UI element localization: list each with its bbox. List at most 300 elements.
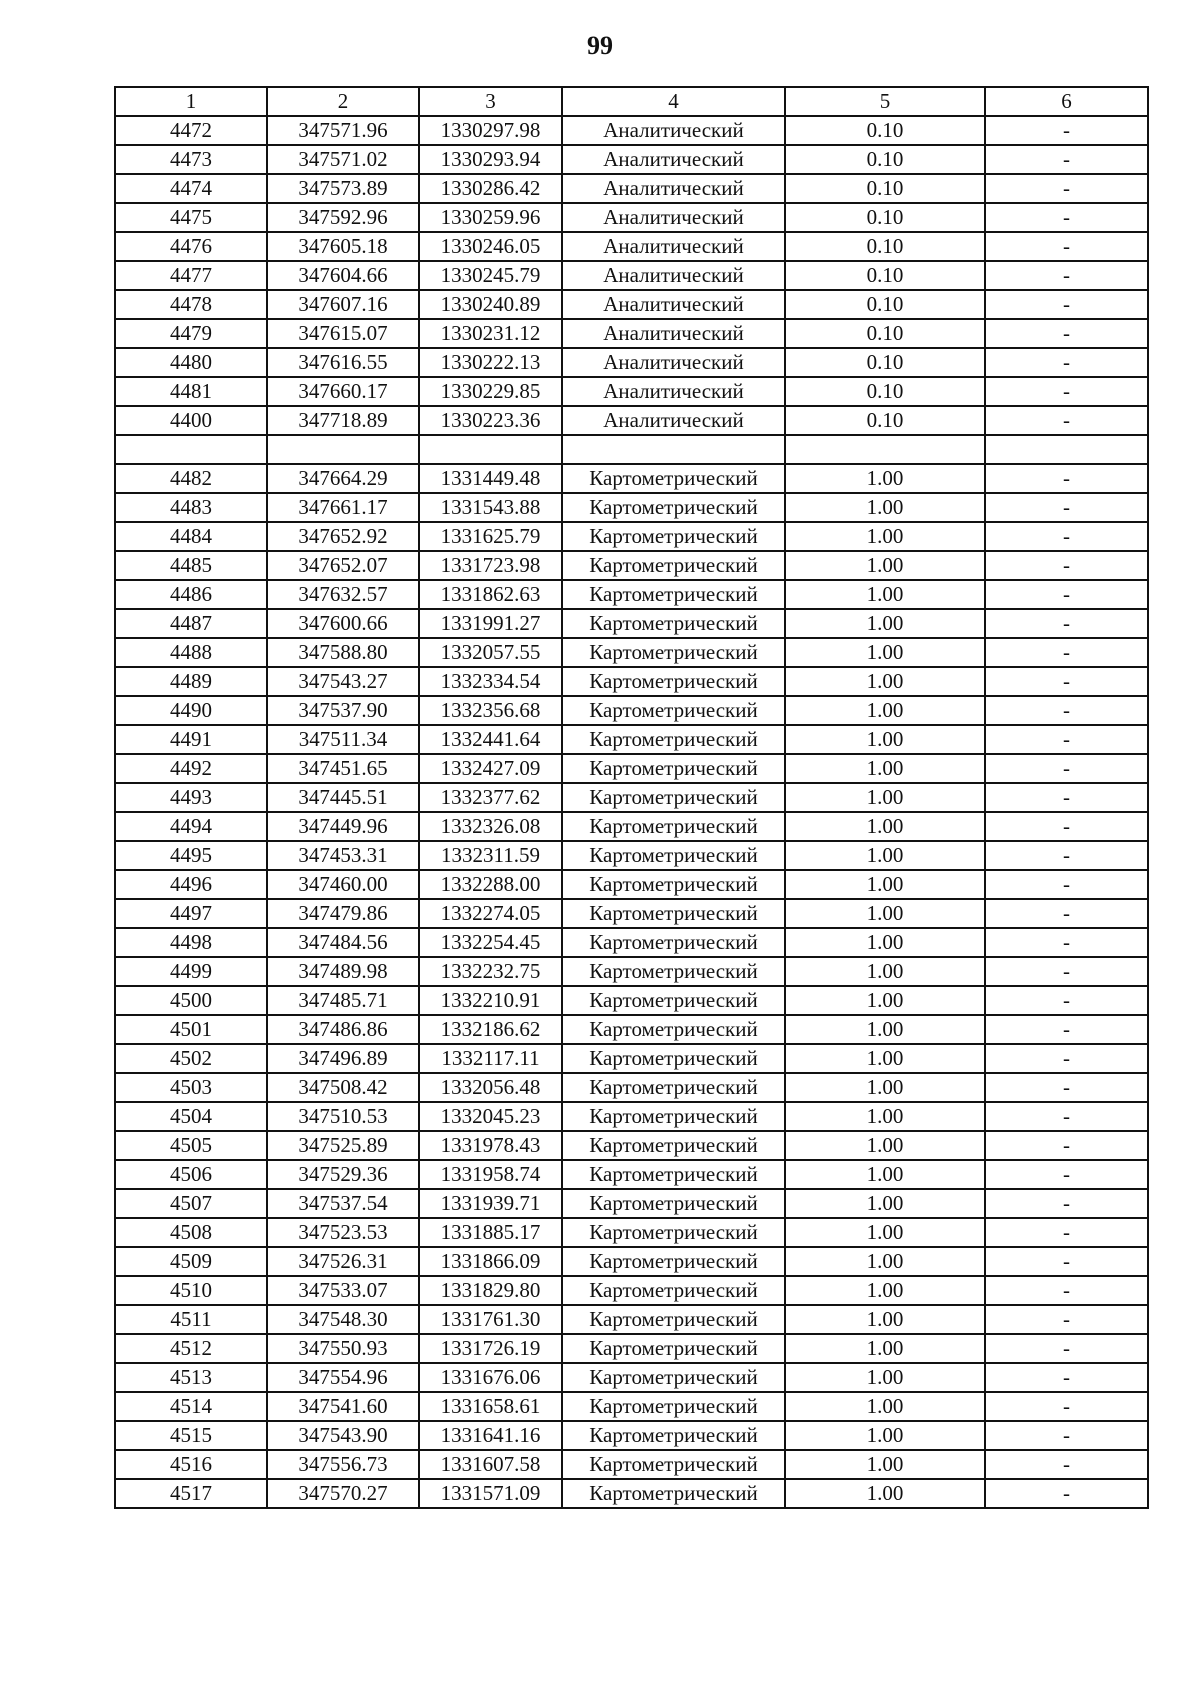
cell-x-coordinate: 347718.89	[267, 406, 419, 435]
table-row	[115, 725, 1148, 754]
cell-accuracy: 1.00	[785, 841, 985, 870]
cell-note: -	[985, 841, 1148, 870]
cell-x-coordinate: 347533.07	[267, 1276, 419, 1305]
cell-point-number: 4484	[115, 522, 267, 551]
cell-y-coordinate: 1331571.09	[419, 1479, 562, 1508]
table-row	[115, 870, 1148, 899]
cell-note: -	[985, 1305, 1148, 1334]
cell-y-coordinate: 1331866.09	[419, 1247, 562, 1276]
cell-method: Картометрический	[562, 551, 785, 580]
cell-y-coordinate: 1331862.63	[419, 580, 562, 609]
cell-y-coordinate: 1332232.75	[419, 957, 562, 986]
table-row	[115, 580, 1148, 609]
cell-x-coordinate: 347652.07	[267, 551, 419, 580]
cell-y-coordinate: 1330229.85	[419, 377, 562, 406]
table-row	[115, 754, 1148, 783]
cell-x-coordinate: 347541.60	[267, 1392, 419, 1421]
cell-y-coordinate: 1332056.48	[419, 1073, 562, 1102]
cell-point-number: 4490	[115, 696, 267, 725]
cell-y-coordinate	[419, 435, 562, 464]
cell-y-coordinate: 1332210.91	[419, 986, 562, 1015]
cell-note: -	[985, 522, 1148, 551]
cell-accuracy: 1.00	[785, 1218, 985, 1247]
cell-accuracy: 1.00	[785, 1334, 985, 1363]
cell-point-number: 4481	[115, 377, 267, 406]
table-row	[115, 986, 1148, 1015]
cell-x-coordinate: 347486.86	[267, 1015, 419, 1044]
table-row	[115, 435, 1148, 464]
cell-x-coordinate: 347652.92	[267, 522, 419, 551]
cell-accuracy: 1.00	[785, 464, 985, 493]
cell-method: Аналитический	[562, 145, 785, 174]
cell-y-coordinate: 1330286.42	[419, 174, 562, 203]
cell-y-coordinate: 1332274.05	[419, 899, 562, 928]
cell-y-coordinate: 1332377.62	[419, 783, 562, 812]
cell-point-number: 4496	[115, 870, 267, 899]
cell-point-number: 4509	[115, 1247, 267, 1276]
cell-accuracy: 1.00	[785, 783, 985, 812]
cell-x-coordinate: 347632.57	[267, 580, 419, 609]
cell-accuracy: 1.00	[785, 928, 985, 957]
cell-note: -	[985, 1363, 1148, 1392]
cell-y-coordinate: 1331723.98	[419, 551, 562, 580]
table-row	[115, 1479, 1148, 1508]
cell-method	[562, 435, 785, 464]
cell-y-coordinate: 1330240.89	[419, 290, 562, 319]
cell-accuracy: 1.00	[785, 1479, 985, 1508]
cell-accuracy: 1.00	[785, 1392, 985, 1421]
table-row	[115, 145, 1148, 174]
cell-method: Картометрический	[562, 870, 785, 899]
cell-method: Аналитический	[562, 406, 785, 435]
table-row	[115, 928, 1148, 957]
cell-accuracy: 1.00	[785, 493, 985, 522]
table-row	[115, 638, 1148, 667]
table-row	[115, 1276, 1148, 1305]
cell-y-coordinate: 1332117.11	[419, 1044, 562, 1073]
cell-x-coordinate: 347554.96	[267, 1363, 419, 1392]
cell-x-coordinate: 347484.56	[267, 928, 419, 957]
cell-x-coordinate: 347600.66	[267, 609, 419, 638]
cell-y-coordinate: 1330245.79	[419, 261, 562, 290]
cell-y-coordinate: 1331939.71	[419, 1189, 562, 1218]
cell-note: -	[985, 696, 1148, 725]
cell-point-number: 4497	[115, 899, 267, 928]
cell-note: -	[985, 1015, 1148, 1044]
cell-method: Картометрический	[562, 1450, 785, 1479]
cell-accuracy: 1.00	[785, 812, 985, 841]
cell-accuracy: 0.10	[785, 232, 985, 261]
table-row	[115, 522, 1148, 551]
cell-accuracy: 0.10	[785, 203, 985, 232]
cell-note: -	[985, 232, 1148, 261]
header-row	[115, 87, 1148, 116]
table-row	[115, 1044, 1148, 1073]
table-row	[115, 493, 1148, 522]
cell-y-coordinate: 1332356.68	[419, 696, 562, 725]
cell-y-coordinate: 1331543.88	[419, 493, 562, 522]
cell-point-number: 4476	[115, 232, 267, 261]
cell-method: Картометрический	[562, 1247, 785, 1276]
cell-x-coordinate: 347556.73	[267, 1450, 419, 1479]
cell-x-coordinate: 347616.55	[267, 348, 419, 377]
cell-method: Картометрический	[562, 580, 785, 609]
cell-accuracy: 0.10	[785, 377, 985, 406]
cell-accuracy: 1.00	[785, 1015, 985, 1044]
cell-y-coordinate: 1331676.06	[419, 1363, 562, 1392]
table-row	[115, 783, 1148, 812]
cell-accuracy: 1.00	[785, 899, 985, 928]
cell-point-number: 4498	[115, 928, 267, 957]
cell-point-number: 4475	[115, 203, 267, 232]
cell-y-coordinate: 1331625.79	[419, 522, 562, 551]
cell-y-coordinate: 1332186.62	[419, 1015, 562, 1044]
cell-note: -	[985, 754, 1148, 783]
table-row	[115, 1160, 1148, 1189]
table-row	[115, 841, 1148, 870]
table-row	[115, 551, 1148, 580]
cell-y-coordinate: 1332427.09	[419, 754, 562, 783]
cell-note: -	[985, 928, 1148, 957]
cell-accuracy: 1.00	[785, 1073, 985, 1102]
cell-x-coordinate: 347508.42	[267, 1073, 419, 1102]
cell-x-coordinate: 347588.80	[267, 638, 419, 667]
cell-y-coordinate: 1331991.27	[419, 609, 562, 638]
cell-method: Картометрический	[562, 1015, 785, 1044]
table-row	[115, 1305, 1148, 1334]
cell-note: -	[985, 1218, 1148, 1247]
cell-x-coordinate: 347511.34	[267, 725, 419, 754]
cell-note	[985, 435, 1148, 464]
cell-method: Картометрический	[562, 464, 785, 493]
table-row	[115, 957, 1148, 986]
cell-method: Аналитический	[562, 116, 785, 145]
cell-point-number: 4480	[115, 348, 267, 377]
cell-x-coordinate: 347526.31	[267, 1247, 419, 1276]
cell-note: -	[985, 1421, 1148, 1450]
cell-accuracy: 1.00	[785, 957, 985, 986]
table-row	[115, 290, 1148, 319]
cell-x-coordinate: 347453.31	[267, 841, 419, 870]
cell-point-number: 4503	[115, 1073, 267, 1102]
cell-note: -	[985, 1160, 1148, 1189]
table-body	[115, 116, 1148, 1508]
cell-y-coordinate: 1332311.59	[419, 841, 562, 870]
cell-note: -	[985, 551, 1148, 580]
cell-y-coordinate: 1330297.98	[419, 116, 562, 145]
cell-note: -	[985, 319, 1148, 348]
cell-accuracy: 1.00	[785, 1305, 985, 1334]
cell-accuracy: 1.00	[785, 1102, 985, 1131]
cell-y-coordinate: 1331761.30	[419, 1305, 562, 1334]
table-row	[115, 232, 1148, 261]
cell-x-coordinate: 347571.96	[267, 116, 419, 145]
cell-point-number: 4483	[115, 493, 267, 522]
cell-x-coordinate: 347660.17	[267, 377, 419, 406]
cell-y-coordinate: 1332254.45	[419, 928, 562, 957]
cell-point-number: 4489	[115, 667, 267, 696]
cell-point-number: 4474	[115, 174, 267, 203]
cell-method: Картометрический	[562, 522, 785, 551]
cell-note: -	[985, 638, 1148, 667]
cell-point-number: 4501	[115, 1015, 267, 1044]
cell-point-number: 4491	[115, 725, 267, 754]
cell-method: Картометрический	[562, 841, 785, 870]
cell-point-number: 4504	[115, 1102, 267, 1131]
cell-x-coordinate: 347525.89	[267, 1131, 419, 1160]
cell-point-number: 4512	[115, 1334, 267, 1363]
cell-method: Картометрический	[562, 725, 785, 754]
cell-method: Картометрический	[562, 1276, 785, 1305]
table-row	[115, 1218, 1148, 1247]
cell-accuracy: 1.00	[785, 986, 985, 1015]
table-row	[115, 899, 1148, 928]
cell-point-number: 4511	[115, 1305, 267, 1334]
cell-accuracy: 1.00	[785, 870, 985, 899]
cell-method: Картометрический	[562, 609, 785, 638]
cell-point-number: 4500	[115, 986, 267, 1015]
table-row	[115, 1421, 1148, 1450]
cell-note: -	[985, 1044, 1148, 1073]
cell-accuracy: 1.00	[785, 1363, 985, 1392]
table-row	[115, 116, 1148, 145]
cell-x-coordinate: 347664.29	[267, 464, 419, 493]
cell-method: Картометрический	[562, 754, 785, 783]
cell-point-number: 4488	[115, 638, 267, 667]
cell-accuracy: 1.00	[785, 638, 985, 667]
table-row	[115, 1363, 1148, 1392]
cell-note: -	[985, 1479, 1148, 1508]
cell-method: Картометрический	[562, 1044, 785, 1073]
cell-accuracy	[785, 435, 985, 464]
cell-x-coordinate: 347605.18	[267, 232, 419, 261]
column-header-4: 4	[562, 87, 785, 116]
cell-accuracy: 0.10	[785, 348, 985, 377]
cell-method: Картометрический	[562, 1334, 785, 1363]
table-row	[115, 1015, 1148, 1044]
cell-accuracy: 1.00	[785, 1247, 985, 1276]
cell-note: -	[985, 1102, 1148, 1131]
page-number: 99	[587, 31, 613, 60]
cell-point-number: 4510	[115, 1276, 267, 1305]
cell-point-number: 4514	[115, 1392, 267, 1421]
cell-method: Картометрический	[562, 1421, 785, 1450]
cell-method: Картометрический	[562, 899, 785, 928]
cell-note: -	[985, 1392, 1148, 1421]
cell-method: Картометрический	[562, 1363, 785, 1392]
cell-method: Картометрический	[562, 638, 785, 667]
cell-note: -	[985, 1247, 1148, 1276]
cell-y-coordinate: 1332326.08	[419, 812, 562, 841]
cell-note: -	[985, 1276, 1148, 1305]
cell-x-coordinate: 347445.51	[267, 783, 419, 812]
table-row	[115, 174, 1148, 203]
cell-y-coordinate: 1332334.54	[419, 667, 562, 696]
table-row	[115, 1247, 1148, 1276]
table-row	[115, 696, 1148, 725]
table-row	[115, 203, 1148, 232]
cell-note: -	[985, 1450, 1148, 1479]
cell-x-coordinate: 347543.90	[267, 1421, 419, 1450]
cell-point-number: 4507	[115, 1189, 267, 1218]
cell-y-coordinate: 1331978.43	[419, 1131, 562, 1160]
cell-method: Картометрический	[562, 986, 785, 1015]
cell-note: -	[985, 406, 1148, 435]
cell-point-number: 4487	[115, 609, 267, 638]
cell-x-coordinate: 347543.27	[267, 667, 419, 696]
cell-method: Аналитический	[562, 203, 785, 232]
cell-method: Картометрический	[562, 1073, 785, 1102]
cell-note: -	[985, 1189, 1148, 1218]
cell-point-number: 4478	[115, 290, 267, 319]
table-row	[115, 377, 1148, 406]
cell-accuracy: 1.00	[785, 1131, 985, 1160]
cell-x-coordinate: 347661.17	[267, 493, 419, 522]
cell-method: Картометрический	[562, 1189, 785, 1218]
cell-note: -	[985, 609, 1148, 638]
cell-point-number	[115, 435, 267, 464]
cell-method: Аналитический	[562, 232, 785, 261]
cell-x-coordinate: 347510.53	[267, 1102, 419, 1131]
cell-note: -	[985, 986, 1148, 1015]
cell-note: -	[985, 348, 1148, 377]
column-header-6: 6	[985, 87, 1148, 116]
cell-note: -	[985, 580, 1148, 609]
cell-x-coordinate: 347485.71	[267, 986, 419, 1015]
cell-x-coordinate	[267, 435, 419, 464]
cell-x-coordinate: 347615.07	[267, 319, 419, 348]
cell-accuracy: 1.00	[785, 725, 985, 754]
cell-method: Аналитический	[562, 290, 785, 319]
table-row	[115, 1189, 1148, 1218]
cell-point-number: 4492	[115, 754, 267, 783]
cell-point-number: 4508	[115, 1218, 267, 1247]
table-row	[115, 261, 1148, 290]
cell-accuracy: 1.00	[785, 1421, 985, 1450]
cell-accuracy: 0.10	[785, 406, 985, 435]
cell-method: Картометрический	[562, 1131, 785, 1160]
column-header-2: 2	[267, 87, 419, 116]
table-row	[115, 1073, 1148, 1102]
cell-x-coordinate: 347537.54	[267, 1189, 419, 1218]
cell-method: Аналитический	[562, 377, 785, 406]
column-header-1: 1	[115, 87, 267, 116]
cell-y-coordinate: 1331885.17	[419, 1218, 562, 1247]
cell-x-coordinate: 347523.53	[267, 1218, 419, 1247]
cell-x-coordinate: 347548.30	[267, 1305, 419, 1334]
cell-note: -	[985, 1334, 1148, 1363]
cell-y-coordinate: 1331829.80	[419, 1276, 562, 1305]
cell-method: Картометрический	[562, 1218, 785, 1247]
cell-note: -	[985, 667, 1148, 696]
cell-point-number: 4515	[115, 1421, 267, 1450]
table-row	[115, 1450, 1148, 1479]
cell-note: -	[985, 725, 1148, 754]
cell-y-coordinate: 1332288.00	[419, 870, 562, 899]
cell-method: Аналитический	[562, 348, 785, 377]
cell-x-coordinate: 347607.16	[267, 290, 419, 319]
cell-accuracy: 1.00	[785, 1189, 985, 1218]
cell-accuracy: 0.10	[785, 261, 985, 290]
cell-note: -	[985, 783, 1148, 812]
cell-accuracy: 0.10	[785, 290, 985, 319]
cell-point-number: 4473	[115, 145, 267, 174]
table-row	[115, 1392, 1148, 1421]
cell-accuracy: 1.00	[785, 696, 985, 725]
cell-x-coordinate: 347537.90	[267, 696, 419, 725]
column-header-3: 3	[419, 87, 562, 116]
table-row	[115, 1131, 1148, 1160]
cell-accuracy: 1.00	[785, 1450, 985, 1479]
cell-method: Картометрический	[562, 667, 785, 696]
cell-point-number: 4516	[115, 1450, 267, 1479]
cell-point-number: 4493	[115, 783, 267, 812]
cell-note: -	[985, 899, 1148, 928]
table-row	[115, 464, 1148, 493]
cell-method: Аналитический	[562, 174, 785, 203]
cell-note: -	[985, 1073, 1148, 1102]
cell-method: Картометрический	[562, 696, 785, 725]
table-row	[115, 609, 1148, 638]
cell-method: Картометрический	[562, 1305, 785, 1334]
cell-note: -	[985, 261, 1148, 290]
cell-accuracy: 1.00	[785, 522, 985, 551]
cell-y-coordinate: 1331641.16	[419, 1421, 562, 1450]
cell-method: Картометрический	[562, 1102, 785, 1131]
cell-note: -	[985, 957, 1148, 986]
cell-method: Картометрический	[562, 928, 785, 957]
table-row	[115, 1334, 1148, 1363]
cell-x-coordinate: 347592.96	[267, 203, 419, 232]
cell-point-number: 4495	[115, 841, 267, 870]
cell-y-coordinate: 1332045.23	[419, 1102, 562, 1131]
cell-method: Картометрический	[562, 812, 785, 841]
table-header	[115, 87, 1148, 116]
cell-y-coordinate: 1331658.61	[419, 1392, 562, 1421]
cell-y-coordinate: 1330293.94	[419, 145, 562, 174]
cell-method: Картометрический	[562, 1479, 785, 1508]
cell-method: Картометрический	[562, 1392, 785, 1421]
cell-y-coordinate: 1331726.19	[419, 1334, 562, 1363]
cell-point-number: 4517	[115, 1479, 267, 1508]
cell-accuracy: 1.00	[785, 1044, 985, 1073]
table-row	[115, 348, 1148, 377]
cell-accuracy: 0.10	[785, 145, 985, 174]
coordinates-table	[114, 86, 1149, 1509]
table-row	[115, 406, 1148, 435]
cell-x-coordinate: 347489.98	[267, 957, 419, 986]
cell-x-coordinate: 347529.36	[267, 1160, 419, 1189]
cell-point-number: 4499	[115, 957, 267, 986]
cell-note: -	[985, 1131, 1148, 1160]
cell-point-number: 4506	[115, 1160, 267, 1189]
cell-y-coordinate: 1330246.05	[419, 232, 562, 261]
cell-x-coordinate: 347571.02	[267, 145, 419, 174]
cell-note: -	[985, 870, 1148, 899]
cell-accuracy: 1.00	[785, 1160, 985, 1189]
cell-accuracy: 1.00	[785, 667, 985, 696]
cell-note: -	[985, 203, 1148, 232]
table-row	[115, 812, 1148, 841]
cell-point-number: 4482	[115, 464, 267, 493]
cell-point-number: 4502	[115, 1044, 267, 1073]
cell-accuracy: 1.00	[785, 551, 985, 580]
cell-point-number: 4477	[115, 261, 267, 290]
cell-note: -	[985, 464, 1148, 493]
cell-method: Картометрический	[562, 783, 785, 812]
cell-note: -	[985, 493, 1148, 522]
cell-point-number: 4400	[115, 406, 267, 435]
